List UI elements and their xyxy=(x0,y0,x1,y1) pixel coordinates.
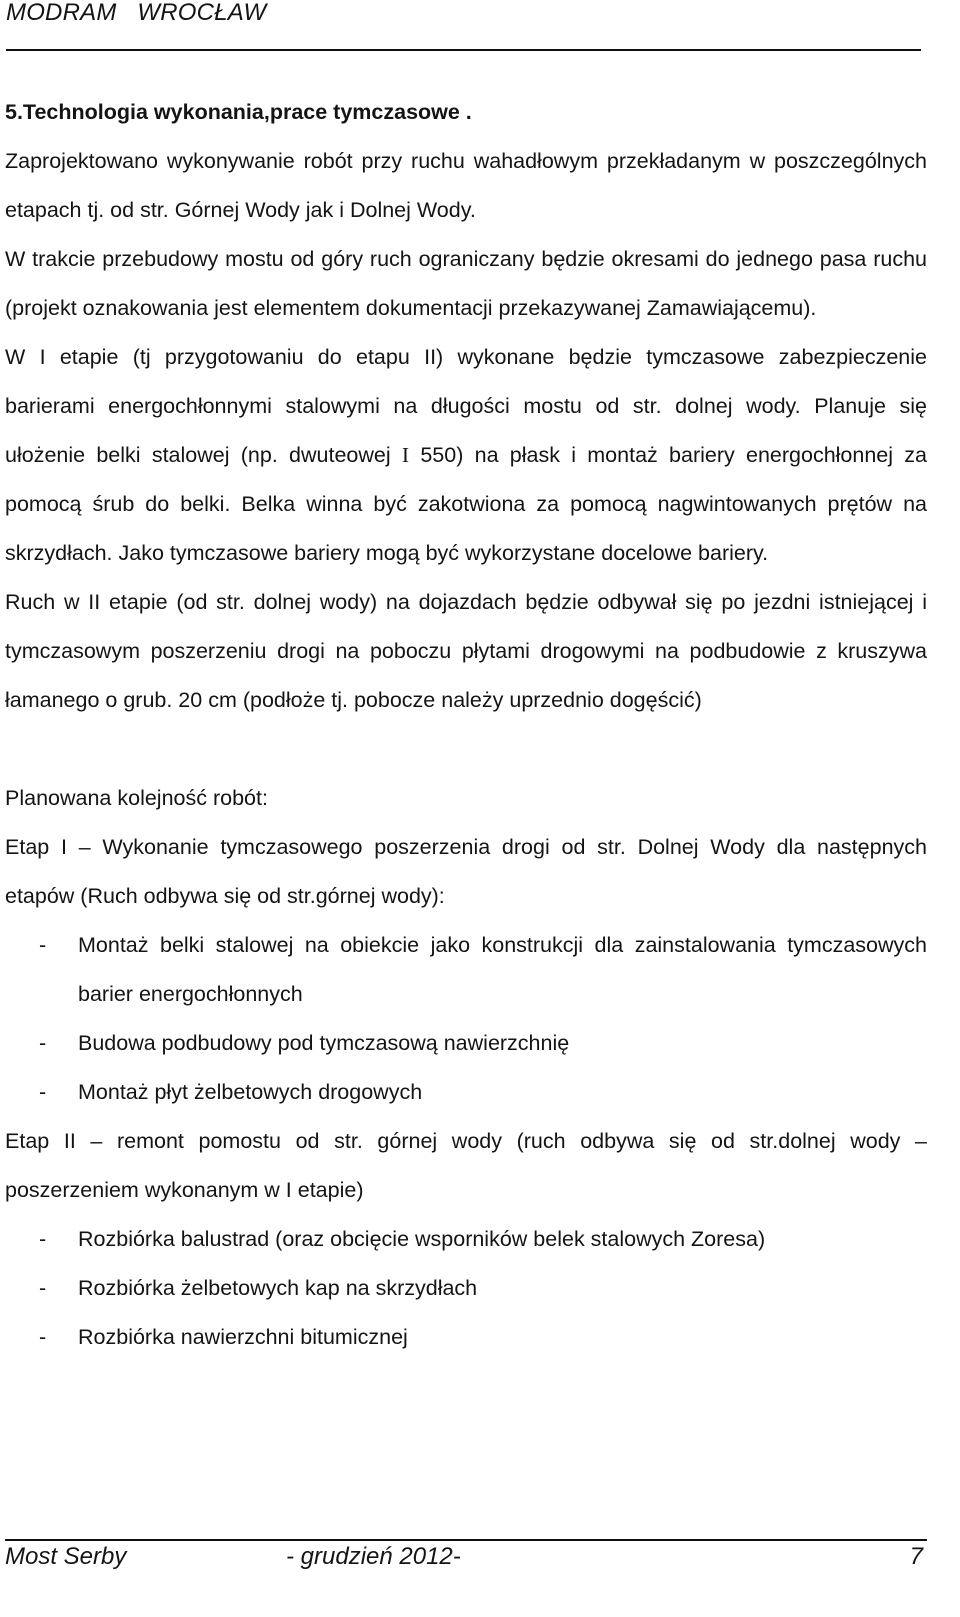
document-body xyxy=(5,88,927,1362)
list-item xyxy=(5,1264,927,1313)
page-number: 7 xyxy=(909,1542,923,1570)
list-item-text: Rozbiórka żelbetowych kap na skrzydłach xyxy=(78,1276,478,1300)
dash-marker: - xyxy=(39,1031,47,1055)
header-divider xyxy=(6,49,921,51)
paragraph-1: Zaprojektowano wykonywanie robót przy ruchu wahadłowym przekładanym w poszczególnych etapach tj. od str. Górnej Wody jak i Dolnej Wody. xyxy=(5,149,927,222)
list-item-text: Rozbiórka nawierzchni bitumicznej xyxy=(78,1325,408,1349)
paragraph-3 xyxy=(5,333,927,578)
dash-marker: - xyxy=(39,1276,47,1300)
paragraph-3-part-a: W I etapie (tj przygotowaniu do etapu II) wykonane będzie tymczasowe zabezpieczenie barierami energochłonnymi stalowymi na długości mostu od str. dolnej wody. Planuje się ułożenie belki stalowej (np. dwuteowej xyxy=(5,345,927,467)
footer-text xyxy=(5,1541,927,1573)
list-item xyxy=(5,1313,927,1362)
footer-project-name: Most Serby xyxy=(5,1542,127,1570)
header-company: MODRAM xyxy=(6,0,117,26)
order-heading: Planowana kolejność robót: xyxy=(5,786,268,810)
paragraph-2: W trakcie przebudowy mostu od góry ruch ograniczany będzie okresami do jednego pasa ruchu (projekt oznakowania jest elementem dokumentacji przekazywanej Zamawiającemu). xyxy=(5,247,927,320)
paragraph-3-part-b: 550) na płask i montaż bariery energochłonnej za pomocą śrub do belki. Belka winna być zakotwiona za pomocą nagwintowanych prętów na skrzydłach. Jako tymczasowe bariery mogą być wykorzystane docelowe bariery. xyxy=(5,443,927,565)
page-footer xyxy=(5,1539,927,1573)
dash-marker: - xyxy=(39,933,47,957)
list-item-text: Montaż płyt żelbetowych drogowych xyxy=(78,1080,423,1104)
i-beam-symbol: I xyxy=(401,443,410,467)
list-item-text: Budowa podbudowy pod tymczasową nawierzchnię xyxy=(78,1031,570,1055)
spacer xyxy=(5,725,927,774)
list-item xyxy=(5,1215,927,1264)
etap-2-heading: Etap II – remont pomostu od str. górnej wody (ruch odbywa się od str.dolnej wody – poszerzeniem wykonanym w I etapie) xyxy=(5,1129,927,1202)
list-item xyxy=(5,1019,927,1068)
list-item-text: Montaż belki stalowej na obiekcie jako konstrukcji dla zainstalowania tymczasowych barier energochłonnych xyxy=(78,933,927,1006)
paragraph-4: Ruch w II etapie (od str. dolnej wody) na dojazdach będzie odbywał się po jezdni istniejącej i tymczasowym poszerzeniu drogi na poboczu płytami drogowymi na podbudowie z kruszywa łamanego o grub. 20 cm (podłoże tj. pobocze należy uprzednio dogęścić) xyxy=(5,590,927,712)
dash-marker: - xyxy=(39,1080,47,1104)
list-item xyxy=(5,1068,927,1117)
section-title: 5.Technologia wykonania,prace tymczasowe . xyxy=(5,100,472,124)
etap-1-heading: Etap I – Wykonanie tymczasowego poszerzenia drogi od str. Dolnej Wody dla następnych etapów (Ruch odbywa się od str.górnej wody): xyxy=(5,835,927,908)
header-city: WROCŁAW xyxy=(137,0,267,26)
footer-date: - grudzień 2012- xyxy=(286,1542,461,1570)
page-header xyxy=(6,0,921,26)
list-item-text: Rozbiórka balustrad (oraz obcięcie wsporników belek stalowych Zoresa) xyxy=(78,1227,766,1251)
list-item xyxy=(5,921,927,1019)
dash-marker: - xyxy=(39,1227,47,1251)
dash-marker: - xyxy=(39,1325,47,1349)
